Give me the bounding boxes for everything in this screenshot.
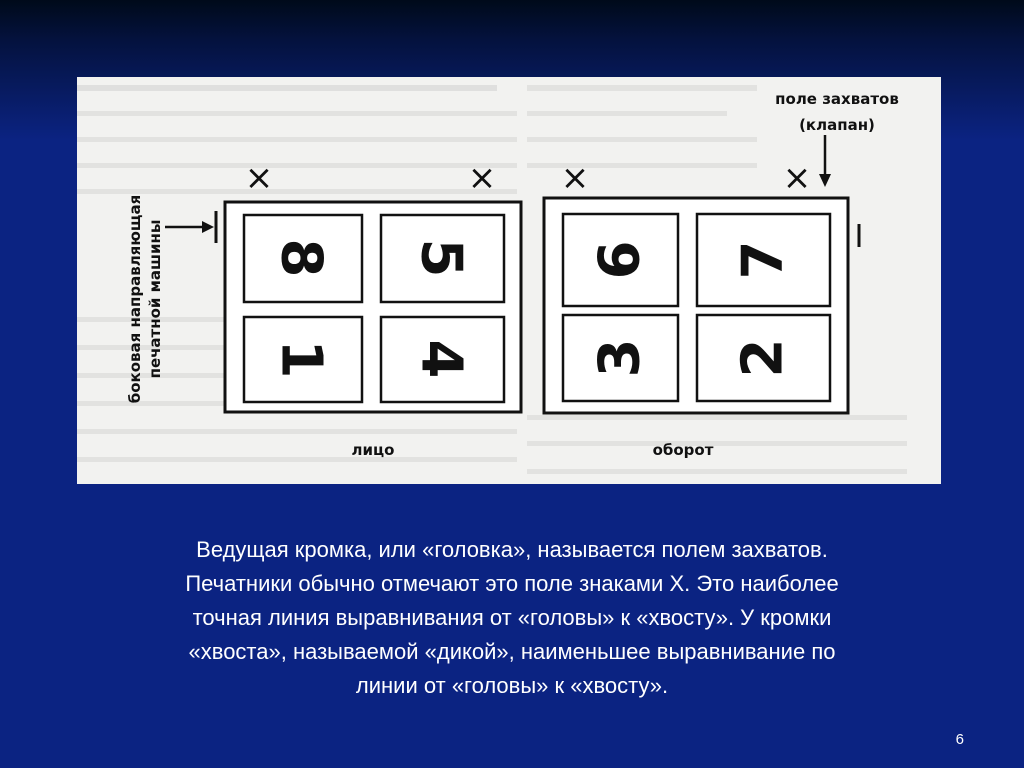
slide-number: 6	[955, 731, 964, 748]
side-guide-arrow	[165, 211, 216, 243]
caption-line: Печатники обычно отмечают это поле знаками Х. Это наиболее	[185, 571, 839, 596]
back-page-number: 2	[730, 338, 796, 378]
gripper-x-mark: ×	[244, 158, 274, 198]
front-page-number: 4	[408, 339, 474, 379]
front-label: лицо	[351, 441, 395, 459]
side-guide-label: боковая направляющая	[126, 194, 144, 404]
caption-line: точная линия выравнивания от «головы» к «хвосту». У кромки	[192, 605, 832, 630]
front-page-number: 8	[268, 238, 334, 278]
back-page-number: 3	[587, 338, 653, 378]
caption-line: «хвоста», называемой «дикой», наименьшее выравнивание по	[188, 639, 836, 664]
gripper-x-mark: ×	[467, 158, 497, 198]
gripper-x-mark: ×	[782, 158, 812, 198]
flap-label: (клапан)	[799, 116, 875, 134]
front-page-number: 1	[268, 339, 334, 379]
back-label: оборот	[652, 441, 714, 459]
back-page-number: 6	[587, 240, 653, 280]
slide-caption	[60, 533, 964, 703]
caption-line: Ведущая кромка, или «головка», называется полем захватов.	[196, 537, 828, 562]
side-guide-label: печатной машины	[146, 219, 164, 379]
imposition-svg	[77, 77, 941, 484]
imposition-diagram	[77, 77, 941, 484]
gripper-label: поле захватов	[775, 90, 899, 108]
gripper-arrow	[819, 135, 831, 187]
front-page-number: 5	[408, 238, 474, 278]
caption-line: линии от «головы» к «хвосту».	[355, 673, 669, 698]
back-page-number: 7	[730, 240, 796, 280]
gripper-x-mark: ×	[560, 158, 590, 198]
